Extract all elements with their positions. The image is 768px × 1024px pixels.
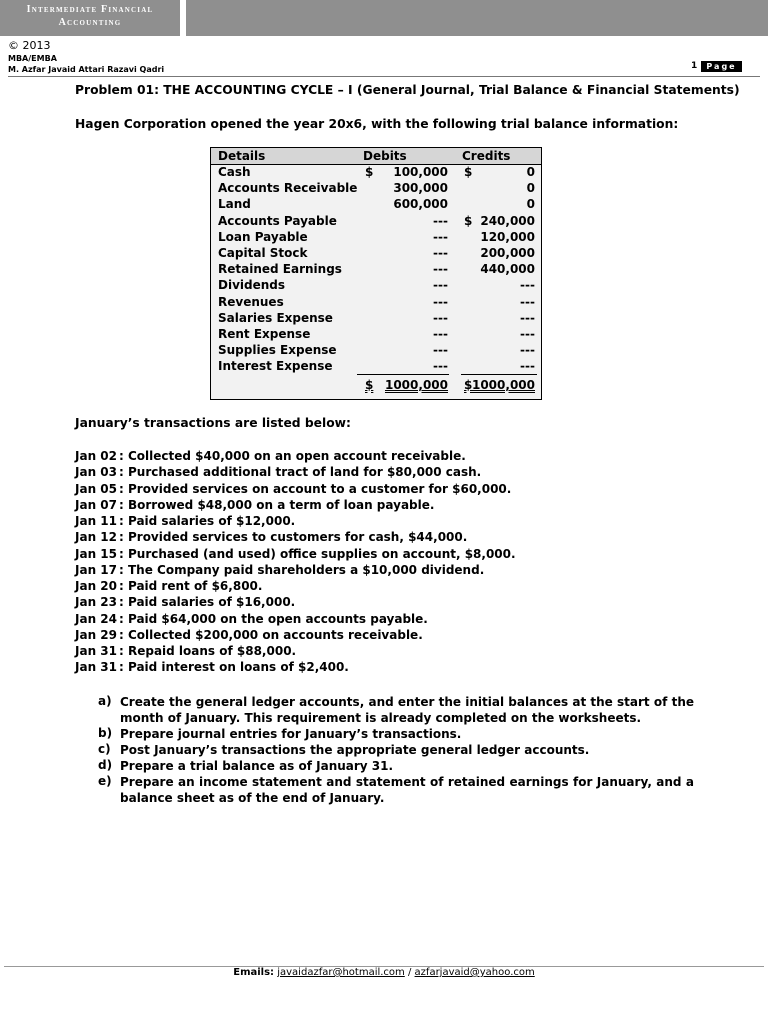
requirement-text: Prepare a trial balance as of January 31.	[120, 759, 394, 773]
debit-amount: ---	[433, 294, 448, 309]
header-details: Details	[218, 149, 266, 163]
copyright: © 2013	[8, 39, 51, 52]
transaction-item	[75, 595, 295, 611]
table-row	[211, 246, 541, 262]
requirement-letter: c)	[98, 742, 111, 756]
debit-amount: ---	[433, 213, 448, 228]
transaction-item	[75, 612, 428, 628]
credit-amount: 0	[526, 197, 535, 212]
footer	[0, 967, 768, 978]
debit-amount: ---	[433, 278, 448, 293]
account-name: Land	[218, 197, 251, 212]
debit-amount: 300,000	[393, 181, 448, 196]
debit-amount: 100,000	[393, 165, 448, 179]
header-bar	[186, 0, 768, 36]
credit-amount: ---	[520, 278, 535, 293]
debit-amount: ---	[433, 229, 448, 244]
transaction-date: Jan 23	[75, 595, 117, 610]
account-name: Loan Payable	[218, 229, 308, 244]
transaction-item	[75, 465, 481, 481]
account-name: Salaries Expense	[218, 310, 333, 325]
debit-amount: ---	[433, 262, 448, 277]
transaction-date: Jan 29	[75, 627, 117, 642]
transaction-date: Jan 03	[75, 465, 117, 480]
transaction-description: : Paid salaries of $12,000.	[119, 514, 296, 528]
transaction-description: : Collected $200,000 on accounts receivable.	[119, 627, 423, 642]
table-row	[211, 181, 541, 197]
credit-amount: ---	[520, 327, 535, 341]
footer-separator: /	[407, 967, 412, 978]
transaction-description: : Paid rent of $6,800.	[119, 579, 263, 593]
table-row	[211, 197, 541, 213]
credit-amount: 440,000	[480, 262, 535, 277]
transaction-date: Jan 20	[75, 579, 117, 593]
account-name: Revenues	[218, 294, 284, 309]
transaction-description: : The Company paid shareholders a $10,000 dividend.	[119, 562, 485, 577]
total-credit-sign: $	[464, 378, 473, 392]
page-number: 1	[691, 61, 698, 71]
account-name: Capital Stock	[218, 246, 308, 260]
account-name: Interest Expense	[218, 359, 333, 374]
course-banner	[0, 0, 180, 36]
total-credits: 1000,000	[471, 378, 535, 392]
table-header	[211, 148, 541, 165]
credit-amount: 120,000	[480, 229, 535, 244]
course-title-line1: Intermediate Financial	[26, 4, 154, 15]
header-divider	[8, 76, 760, 77]
transaction-date: Jan 05	[75, 481, 117, 496]
header-credits: Credits	[462, 149, 511, 163]
email-link-yahoo[interactable]: azfarjavaid@yahoo.com	[414, 967, 535, 978]
transactions-heading: January’s transactions are listed below:	[75, 416, 351, 430]
transaction-date: Jan 15	[75, 546, 117, 561]
account-name: Supplies Expense	[218, 343, 337, 358]
transaction-item	[75, 498, 434, 514]
transaction-date: Jan 24	[75, 611, 117, 626]
transaction-item	[75, 530, 467, 546]
account-name: Rent Expense	[218, 327, 311, 341]
footer-label: Emails:	[233, 967, 275, 978]
table-row	[211, 165, 541, 181]
debit-amount: ---	[433, 359, 448, 374]
credit-sign: $	[464, 165, 473, 179]
requirement-letter: b)	[98, 726, 113, 740]
table-row	[211, 343, 541, 359]
account-name: Dividends	[218, 278, 286, 293]
account-name: Accounts Receivable	[218, 181, 358, 196]
account-name: Cash	[218, 165, 251, 179]
transaction-item	[75, 660, 349, 676]
transaction-date: Jan 02	[75, 449, 117, 463]
total-debits: 1000,000	[384, 378, 448, 392]
transaction-date: Jan 11	[75, 514, 117, 528]
debit-sign: $	[365, 165, 374, 179]
account-name: Retained Earnings	[218, 262, 342, 277]
credit-amount: 200,000	[480, 246, 535, 260]
debit-amount: ---	[433, 327, 448, 341]
account-name: Accounts Payable	[218, 213, 337, 228]
trial-balance-table	[210, 147, 542, 400]
total-debit-sign: $	[365, 378, 374, 392]
transaction-description: : Borrowed $48,000 on a term of loan payable.	[119, 497, 435, 512]
transaction-date: Jan 12	[75, 530, 117, 545]
transaction-item	[75, 547, 516, 563]
debit-amount: ---	[433, 246, 448, 260]
header-debits: Debits	[363, 149, 407, 163]
email-link-hotmail[interactable]: javaidazfar@hotmail.com	[277, 967, 405, 978]
credit-total-rule	[461, 374, 537, 375]
transaction-item	[75, 563, 484, 579]
debit-amount: ---	[433, 343, 448, 358]
transaction-description: : Purchased (and used) office supplies on account, $8,000.	[119, 546, 516, 561]
requirement-text: Post January’s transactions the appropriate general ledger accounts.	[120, 743, 590, 757]
transaction-description: : Paid $64,000 on the open accounts payable.	[119, 611, 428, 626]
transaction-item	[75, 644, 296, 660]
transaction-description: : Collected $40,000 on an open account receivable.	[119, 449, 466, 463]
table-row	[211, 359, 541, 375]
table-row	[211, 278, 541, 294]
problem-title: Problem 01: THE ACCOUNTING CYCLE – I (General Journal, Trial Balance & Financial Statements)	[75, 83, 740, 97]
table-row	[211, 230, 541, 246]
table-row	[211, 262, 541, 278]
page-label-badge: Page	[701, 61, 742, 72]
transaction-description: : Paid salaries of $16,000.	[119, 595, 296, 610]
debit-amount: ---	[433, 310, 448, 325]
transaction-date: Jan 31	[75, 644, 117, 658]
transaction-item	[75, 482, 511, 498]
transaction-date: Jan 17	[75, 562, 117, 577]
table-row	[211, 311, 541, 327]
transaction-date: Jan 31	[75, 660, 117, 675]
transaction-item	[75, 449, 466, 465]
requirement-text: Prepare journal entries for January’s transactions.	[120, 727, 462, 741]
table-row	[211, 295, 541, 311]
requirement-text: Create the general ledger accounts, and enter the initial balances at the start of the month of January. This requirement is already completed on the worksheets.	[120, 695, 694, 725]
credit-sign: $	[464, 213, 473, 228]
requirement-text: Prepare an income statement and statement of retained earnings for January, and a balance sheet as of the end of January.	[120, 775, 694, 805]
credit-amount: ---	[520, 310, 535, 325]
transaction-date: Jan 07	[75, 497, 117, 512]
credit-amount: ---	[520, 343, 535, 358]
table-row	[211, 214, 541, 230]
credit-amount: 240,000	[480, 213, 535, 228]
requirement-letter: e)	[98, 774, 112, 788]
transaction-description: : Provided services to customers for cash, $44,000.	[119, 530, 468, 545]
credit-amount: ---	[520, 294, 535, 309]
table-total-row	[211, 378, 541, 394]
transaction-description: : Provided services on account to a customer for $60,000.	[119, 481, 512, 496]
transaction-item	[75, 579, 262, 595]
course-title-line2: Accounting	[58, 17, 122, 28]
problem-intro: Hagen Corporation opened the year 20x6, with the following trial balance information:	[75, 117, 679, 131]
debit-amount: 600,000	[393, 197, 448, 212]
credit-amount: ---	[520, 359, 535, 374]
debit-total-rule	[357, 374, 449, 375]
credit-amount: 0	[526, 165, 535, 179]
transaction-item	[75, 628, 423, 644]
table-row	[211, 327, 541, 343]
transaction-description: : Repaid loans of $88,000.	[119, 644, 297, 658]
requirement-letter: d)	[98, 758, 113, 772]
transaction-description: : Paid interest on loans of $2,400.	[119, 660, 349, 675]
program-label: MBA/EMBA	[8, 54, 57, 63]
transaction-description: : Purchased additional tract of land for $80,000 cash.	[119, 465, 482, 480]
author-name: M. Azfar Javaid Attari Razavi Qadri	[8, 65, 165, 74]
requirement-letter: a)	[98, 694, 112, 708]
transaction-item	[75, 514, 295, 530]
credit-amount: 0	[526, 181, 535, 196]
